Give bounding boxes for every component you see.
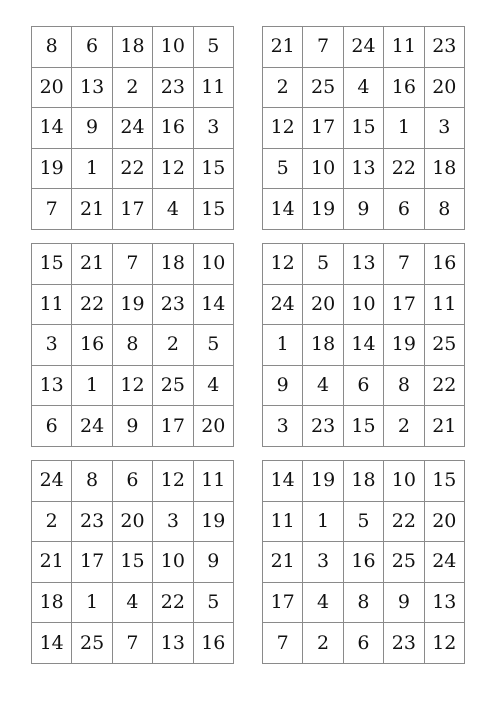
grid-row bbox=[32, 27, 234, 68]
number-grid bbox=[262, 26, 465, 230]
grid-cell: 4 bbox=[303, 582, 343, 623]
grid-cell: 25 bbox=[384, 542, 424, 583]
grid-cell: 8 bbox=[112, 325, 152, 366]
grid-cell: 14 bbox=[32, 108, 72, 149]
grid-row bbox=[32, 108, 234, 149]
grid-cell: 17 bbox=[384, 284, 424, 325]
grid-row bbox=[263, 365, 465, 406]
grid-row bbox=[263, 244, 465, 285]
grid-row bbox=[32, 365, 234, 406]
grid-cell: 21 bbox=[263, 542, 303, 583]
grid-cell: 14 bbox=[263, 189, 303, 230]
grid-cell: 11 bbox=[193, 461, 233, 502]
grid-cell: 3 bbox=[303, 542, 343, 583]
grid-row bbox=[263, 67, 465, 108]
grid-cell: 15 bbox=[112, 542, 152, 583]
grid-cell: 6 bbox=[343, 623, 383, 664]
grid-cell: 1 bbox=[384, 108, 424, 149]
grid-cell: 22 bbox=[112, 148, 152, 189]
grid-row bbox=[32, 461, 234, 502]
grid-row bbox=[263, 27, 465, 68]
grid-cell: 20 bbox=[32, 67, 72, 108]
grid-cell: 7 bbox=[112, 244, 152, 285]
grid-cell: 11 bbox=[424, 284, 464, 325]
grid-cell: 6 bbox=[343, 365, 383, 406]
grid-cell: 15 bbox=[424, 461, 464, 502]
grid-cell: 16 bbox=[384, 67, 424, 108]
grid-cell: 9 bbox=[343, 189, 383, 230]
grid-row bbox=[263, 461, 465, 502]
grid-cell: 7 bbox=[263, 623, 303, 664]
grid-cell: 11 bbox=[32, 284, 72, 325]
grid-row bbox=[32, 244, 234, 285]
grid-cell: 15 bbox=[343, 108, 383, 149]
grid-cell: 21 bbox=[424, 406, 464, 447]
number-grid bbox=[262, 243, 465, 447]
grid-cell: 19 bbox=[384, 325, 424, 366]
grid-cell: 20 bbox=[424, 67, 464, 108]
grid-cell: 17 bbox=[72, 542, 112, 583]
grid-cell: 16 bbox=[193, 623, 233, 664]
grid-cell: 8 bbox=[32, 27, 72, 68]
grid-cell: 2 bbox=[153, 325, 193, 366]
grid-cell: 14 bbox=[193, 284, 233, 325]
grid-cell: 11 bbox=[263, 501, 303, 542]
grid-cell: 18 bbox=[303, 325, 343, 366]
grid-cell: 24 bbox=[112, 108, 152, 149]
grid-cell: 23 bbox=[424, 27, 464, 68]
grid-cell: 1 bbox=[72, 582, 112, 623]
grid-cell: 9 bbox=[72, 108, 112, 149]
grid-cell: 19 bbox=[193, 501, 233, 542]
grid-cell: 10 bbox=[193, 244, 233, 285]
number-grid bbox=[31, 460, 234, 664]
grid-cell: 10 bbox=[384, 461, 424, 502]
grid-cell: 4 bbox=[153, 189, 193, 230]
grid-row bbox=[32, 325, 234, 366]
grid-row bbox=[263, 189, 465, 230]
grid-cell: 24 bbox=[72, 406, 112, 447]
grid-cell: 13 bbox=[72, 67, 112, 108]
grid-cell: 7 bbox=[32, 189, 72, 230]
grid-cell: 4 bbox=[303, 365, 343, 406]
grid-cell: 13 bbox=[424, 582, 464, 623]
grid-cell: 17 bbox=[112, 189, 152, 230]
grid-cell: 16 bbox=[424, 244, 464, 285]
grid-cell: 15 bbox=[193, 148, 233, 189]
grid-row bbox=[32, 148, 234, 189]
number-grid bbox=[262, 460, 465, 664]
grid-cell: 12 bbox=[112, 365, 152, 406]
number-grid bbox=[31, 243, 234, 447]
grid-cell: 5 bbox=[193, 27, 233, 68]
grid-cell: 9 bbox=[112, 406, 152, 447]
grid-cell: 20 bbox=[193, 406, 233, 447]
grid-cell: 21 bbox=[32, 542, 72, 583]
grid-cell: 8 bbox=[72, 461, 112, 502]
grid-row bbox=[32, 67, 234, 108]
grid-cell: 18 bbox=[153, 244, 193, 285]
grid-row bbox=[32, 189, 234, 230]
grid-cell: 1 bbox=[72, 365, 112, 406]
grid-cell: 25 bbox=[424, 325, 464, 366]
grid-cell: 10 bbox=[153, 27, 193, 68]
grid-cell: 17 bbox=[263, 582, 303, 623]
grid-cell: 12 bbox=[153, 148, 193, 189]
number-grid bbox=[31, 26, 234, 230]
grid-cell: 20 bbox=[424, 501, 464, 542]
grid-row bbox=[263, 501, 465, 542]
grid-row bbox=[32, 284, 234, 325]
grid-cell: 13 bbox=[343, 148, 383, 189]
grid-cell: 19 bbox=[303, 461, 343, 502]
grid-cell: 23 bbox=[384, 623, 424, 664]
grid-cell: 25 bbox=[303, 67, 343, 108]
grid-cell: 3 bbox=[193, 108, 233, 149]
grid-row bbox=[32, 623, 234, 664]
grid-cell: 5 bbox=[343, 501, 383, 542]
grid-row bbox=[263, 623, 465, 664]
grid-cell: 16 bbox=[72, 325, 112, 366]
grid-cell: 15 bbox=[343, 406, 383, 447]
grid-row bbox=[32, 406, 234, 447]
grid-cell: 14 bbox=[343, 325, 383, 366]
grid-cell: 22 bbox=[153, 582, 193, 623]
grid-cell: 4 bbox=[193, 365, 233, 406]
grid-row bbox=[263, 325, 465, 366]
grid-cell: 23 bbox=[153, 284, 193, 325]
grid-cell: 12 bbox=[263, 244, 303, 285]
grid-cell: 23 bbox=[153, 67, 193, 108]
grid-cell: 22 bbox=[384, 148, 424, 189]
grid-row bbox=[263, 108, 465, 149]
grid-row bbox=[32, 542, 234, 583]
grid-row bbox=[263, 406, 465, 447]
grid-cell: 7 bbox=[384, 244, 424, 285]
grid-row bbox=[263, 542, 465, 583]
grid-cell: 25 bbox=[72, 623, 112, 664]
grid-cell: 14 bbox=[263, 461, 303, 502]
grid-cell: 3 bbox=[153, 501, 193, 542]
grid-cell: 18 bbox=[112, 27, 152, 68]
grid-cell: 21 bbox=[72, 189, 112, 230]
grid-cell: 22 bbox=[72, 284, 112, 325]
grid-cell: 24 bbox=[32, 461, 72, 502]
grid-cell: 24 bbox=[263, 284, 303, 325]
grid-cell: 2 bbox=[263, 67, 303, 108]
grid-cell: 24 bbox=[424, 542, 464, 583]
grid-cell: 22 bbox=[384, 501, 424, 542]
grid-cell: 9 bbox=[384, 582, 424, 623]
grid-cell: 20 bbox=[112, 501, 152, 542]
grid-row bbox=[32, 501, 234, 542]
grid-row bbox=[263, 284, 465, 325]
grid-cell: 3 bbox=[424, 108, 464, 149]
grid-cell: 6 bbox=[384, 189, 424, 230]
grid-cell: 9 bbox=[263, 365, 303, 406]
grid-row bbox=[32, 582, 234, 623]
grid-cell: 4 bbox=[112, 582, 152, 623]
grid-cell: 1 bbox=[263, 325, 303, 366]
grid-cell: 8 bbox=[343, 582, 383, 623]
grid-cell: 10 bbox=[303, 148, 343, 189]
grid-cell: 25 bbox=[153, 365, 193, 406]
grid-cell: 19 bbox=[112, 284, 152, 325]
grid-cell: 10 bbox=[343, 284, 383, 325]
grid-row bbox=[263, 148, 465, 189]
grid-cell: 18 bbox=[343, 461, 383, 502]
grid-cell: 20 bbox=[303, 284, 343, 325]
grid-cell: 15 bbox=[193, 189, 233, 230]
grid-cell: 23 bbox=[72, 501, 112, 542]
grid-cell: 5 bbox=[303, 244, 343, 285]
grid-cell: 2 bbox=[32, 501, 72, 542]
grid-cell: 7 bbox=[303, 27, 343, 68]
grid-cell: 24 bbox=[343, 27, 383, 68]
grid-cell: 11 bbox=[193, 67, 233, 108]
grid-cell: 15 bbox=[32, 244, 72, 285]
grid-cell: 5 bbox=[193, 325, 233, 366]
grid-cell: 3 bbox=[263, 406, 303, 447]
grid-cell: 12 bbox=[263, 108, 303, 149]
grid-cell: 9 bbox=[193, 542, 233, 583]
grid-cell: 17 bbox=[303, 108, 343, 149]
grid-cell: 18 bbox=[32, 582, 72, 623]
grid-cell: 5 bbox=[263, 148, 303, 189]
grid-cell: 3 bbox=[32, 325, 72, 366]
grid-cell: 23 bbox=[303, 406, 343, 447]
grid-cell: 10 bbox=[153, 542, 193, 583]
grid-cell: 8 bbox=[384, 365, 424, 406]
grid-cell: 21 bbox=[72, 244, 112, 285]
grid-cell: 12 bbox=[153, 461, 193, 502]
grid-cell: 13 bbox=[153, 623, 193, 664]
grid-cell: 2 bbox=[112, 67, 152, 108]
grid-cell: 16 bbox=[153, 108, 193, 149]
grid-cell: 1 bbox=[72, 148, 112, 189]
grid-row bbox=[263, 582, 465, 623]
grid-cell: 22 bbox=[424, 365, 464, 406]
grid-cell: 14 bbox=[32, 623, 72, 664]
grid-cell: 6 bbox=[112, 461, 152, 502]
grid-cell: 16 bbox=[343, 542, 383, 583]
grid-cell: 12 bbox=[424, 623, 464, 664]
grid-cell: 11 bbox=[384, 27, 424, 68]
grid-cell: 21 bbox=[263, 27, 303, 68]
grid-cell: 17 bbox=[153, 406, 193, 447]
grid-cell: 6 bbox=[72, 27, 112, 68]
grid-cell: 5 bbox=[193, 582, 233, 623]
grid-cell: 6 bbox=[32, 406, 72, 447]
grid-cell: 2 bbox=[384, 406, 424, 447]
grid-cell: 2 bbox=[303, 623, 343, 664]
grid-cell: 7 bbox=[112, 623, 152, 664]
grid-cell: 19 bbox=[303, 189, 343, 230]
grid-cell: 18 bbox=[424, 148, 464, 189]
grid-cell: 19 bbox=[32, 148, 72, 189]
grid-cell: 8 bbox=[424, 189, 464, 230]
grid-cell: 4 bbox=[343, 67, 383, 108]
grid-cell: 13 bbox=[32, 365, 72, 406]
grid-cell: 13 bbox=[343, 244, 383, 285]
grid-cell: 1 bbox=[303, 501, 343, 542]
